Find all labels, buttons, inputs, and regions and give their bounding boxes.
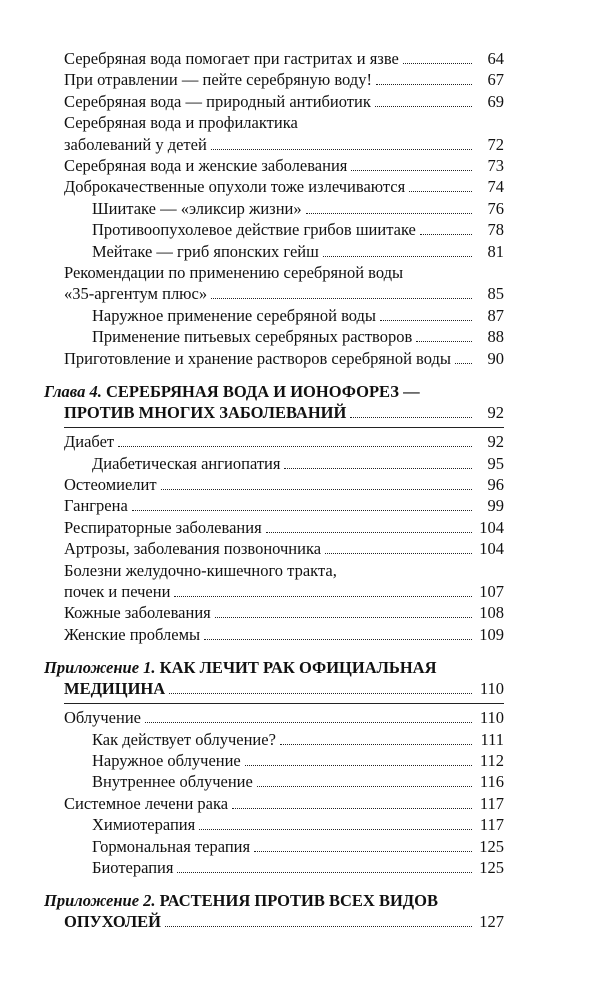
leader-dots bbox=[403, 63, 472, 64]
toc-entry: Применение питьевых серебряных растворов 88 bbox=[92, 327, 504, 347]
leader-dots bbox=[284, 468, 472, 469]
toc-entry: Приготовление и хранение растворов серебряной воды 90 bbox=[64, 348, 504, 368]
leader-dots bbox=[232, 808, 472, 809]
page-number: 127 bbox=[479, 912, 504, 932]
leader-dots bbox=[204, 639, 472, 640]
section-divider bbox=[64, 703, 504, 704]
leader-dots bbox=[174, 596, 472, 597]
leader-dots bbox=[211, 298, 472, 299]
page-number: 96 bbox=[487, 474, 504, 494]
page-number: 92 bbox=[487, 403, 504, 423]
toc-entry: Доброкачественные опухоли тоже излечиваются 74 bbox=[64, 177, 504, 197]
appendix-title: МЕДИЦИНА bbox=[64, 679, 166, 699]
page-number: 81 bbox=[487, 241, 504, 261]
page-number: 87 bbox=[487, 305, 504, 325]
leader-dots bbox=[161, 489, 472, 490]
leader-dots bbox=[199, 829, 472, 830]
page-number: 117 bbox=[479, 815, 504, 835]
leader-dots bbox=[376, 84, 472, 85]
toc-entry: Серебряная вода и женские заболевания 73 bbox=[64, 156, 504, 176]
page-number: 110 bbox=[479, 679, 504, 699]
leader-dots bbox=[280, 744, 472, 745]
leader-dots bbox=[325, 553, 472, 554]
leader-dots bbox=[306, 213, 472, 214]
toc-entry: Диабетическая ангиопатия 95 bbox=[92, 453, 504, 473]
toc-entry: Гангрена 99 bbox=[64, 496, 504, 516]
page-number: 69 bbox=[487, 91, 504, 111]
toc-entry: Как действует облучение? 111 bbox=[92, 729, 504, 749]
section-divider bbox=[64, 427, 504, 428]
page-number: 64 bbox=[487, 49, 504, 68]
leader-dots bbox=[254, 851, 472, 852]
page-number: 107 bbox=[479, 581, 504, 601]
page-number: 78 bbox=[487, 220, 504, 240]
page-number: 99 bbox=[487, 496, 504, 516]
appendix-title: КАК ЛЕЧИТ РАК ОФИЦИАЛЬНАЯ bbox=[159, 658, 437, 678]
toc-entry-line: Рекомендации по применению серебряной воды bbox=[64, 263, 404, 283]
toc-entry: Гормональная терапия 125 bbox=[92, 836, 504, 856]
toc-entry: Шиитаке — «эликсир жизни» 76 bbox=[92, 198, 504, 218]
chapter-heading bbox=[44, 381, 504, 423]
appendix-label: Приложение 2. bbox=[44, 891, 156, 911]
page-number: 125 bbox=[479, 858, 504, 877]
toc-entry: заболеваний у детей 72 bbox=[64, 134, 504, 154]
leader-dots bbox=[215, 617, 472, 618]
chapter-title: СЕРЕБРЯНАЯ ВОДА И ИОНОФОРЕЗ — bbox=[105, 382, 420, 402]
toc-entry-line: Болезни желудочно-кишечного тракта, bbox=[64, 560, 337, 580]
page-number: 76 bbox=[487, 198, 504, 218]
toc-entry: Системное лечени рака 117 bbox=[64, 793, 504, 813]
page-number: 90 bbox=[487, 348, 504, 368]
toc-entry: Респираторные заболевания 104 bbox=[64, 517, 504, 537]
page-number: 85 bbox=[487, 284, 504, 304]
chapter-title: ПРОТИВ МНОГИХ ЗАБОЛЕВАНИЙ bbox=[64, 403, 347, 423]
page-number: 104 bbox=[479, 539, 504, 559]
leader-dots bbox=[132, 510, 472, 511]
appendix-heading bbox=[44, 657, 504, 699]
chapter-label: Глава 4. bbox=[44, 382, 102, 402]
appendix-title: ОПУХОЛЕЙ bbox=[64, 912, 162, 932]
toc-entry: Мейтаке — гриб японских гейш 81 bbox=[92, 241, 504, 261]
toc-entry: Серебряная вода — природный антибиотик 69 bbox=[64, 91, 504, 111]
toc-entry: Кожные заболевания 108 bbox=[64, 603, 504, 623]
table-of-contents bbox=[44, 48, 504, 932]
appendix-heading bbox=[44, 890, 504, 932]
leader-dots bbox=[323, 256, 472, 257]
toc-entry: «35-аргентум плюс» 85 bbox=[64, 284, 504, 304]
leader-dots bbox=[420, 234, 472, 235]
leader-dots bbox=[416, 341, 472, 342]
toc-entry: Наружное применение серебряной воды 87 bbox=[92, 305, 504, 325]
page-number: 88 bbox=[487, 327, 504, 347]
leader-dots bbox=[177, 872, 472, 873]
toc-entry: Химиотерапия 117 bbox=[92, 815, 504, 835]
leader-dots bbox=[351, 170, 472, 171]
toc-entry: Артрозы, заболевания позвоночника 104 bbox=[64, 539, 504, 559]
page-number: 109 bbox=[479, 624, 504, 644]
toc-entry: почек и печени 107 bbox=[64, 581, 504, 601]
page-number: 74 bbox=[487, 177, 504, 197]
toc-entry: Внутреннее облучение 116 bbox=[92, 772, 504, 792]
toc-entry: Противоопухолевое действие грибов шиитаке 78 bbox=[92, 220, 504, 240]
page-number: 92 bbox=[487, 432, 504, 452]
toc-entry: Женские проблемы 109 bbox=[64, 624, 504, 644]
leader-dots bbox=[375, 106, 472, 107]
page-number: 111 bbox=[480, 729, 504, 749]
page-number: 67 bbox=[487, 70, 504, 90]
leader-dots bbox=[165, 926, 472, 927]
toc-entry: Наружное облучение 112 bbox=[92, 750, 504, 770]
page-number: 95 bbox=[487, 453, 504, 473]
page-number: 72 bbox=[487, 134, 504, 154]
leader-dots bbox=[455, 363, 472, 364]
toc-entry: Облучение 110 bbox=[64, 708, 504, 728]
toc-entry: При отравлении — пейте серебряную воду! 67 bbox=[64, 70, 504, 90]
page-number: 73 bbox=[487, 156, 504, 176]
page-number: 108 bbox=[479, 603, 504, 623]
leader-dots bbox=[245, 765, 472, 766]
toc-entry: Серебряная вода помогает при гастритах и язве 64 bbox=[64, 49, 504, 68]
toc-entry: Диабет 92 bbox=[64, 432, 504, 452]
leader-dots bbox=[169, 693, 472, 694]
leader-dots bbox=[257, 786, 472, 787]
appendix-title: РАСТЕНИЯ ПРОТИВ ВСЕХ ВИДОВ bbox=[159, 891, 438, 911]
page-number: 104 bbox=[479, 517, 504, 537]
page-number: 116 bbox=[479, 772, 504, 792]
page-number: 117 bbox=[479, 793, 504, 813]
leader-dots bbox=[211, 149, 472, 150]
page-number: 110 bbox=[479, 708, 504, 728]
toc-entry-line: Серебряная вода и профилактика bbox=[64, 113, 298, 133]
leader-dots bbox=[145, 722, 472, 723]
leader-dots bbox=[266, 532, 472, 533]
toc-entry: Биотерапия 125 bbox=[92, 858, 504, 877]
appendix-label: Приложение 1. bbox=[44, 658, 156, 678]
page-number: 112 bbox=[479, 750, 504, 770]
leader-dots bbox=[118, 446, 472, 447]
page-number: 125 bbox=[479, 836, 504, 856]
leader-dots bbox=[380, 320, 472, 321]
leader-dots bbox=[409, 191, 472, 192]
leader-dots bbox=[350, 417, 472, 418]
toc-entry: Остеомиелит 96 bbox=[64, 474, 504, 494]
